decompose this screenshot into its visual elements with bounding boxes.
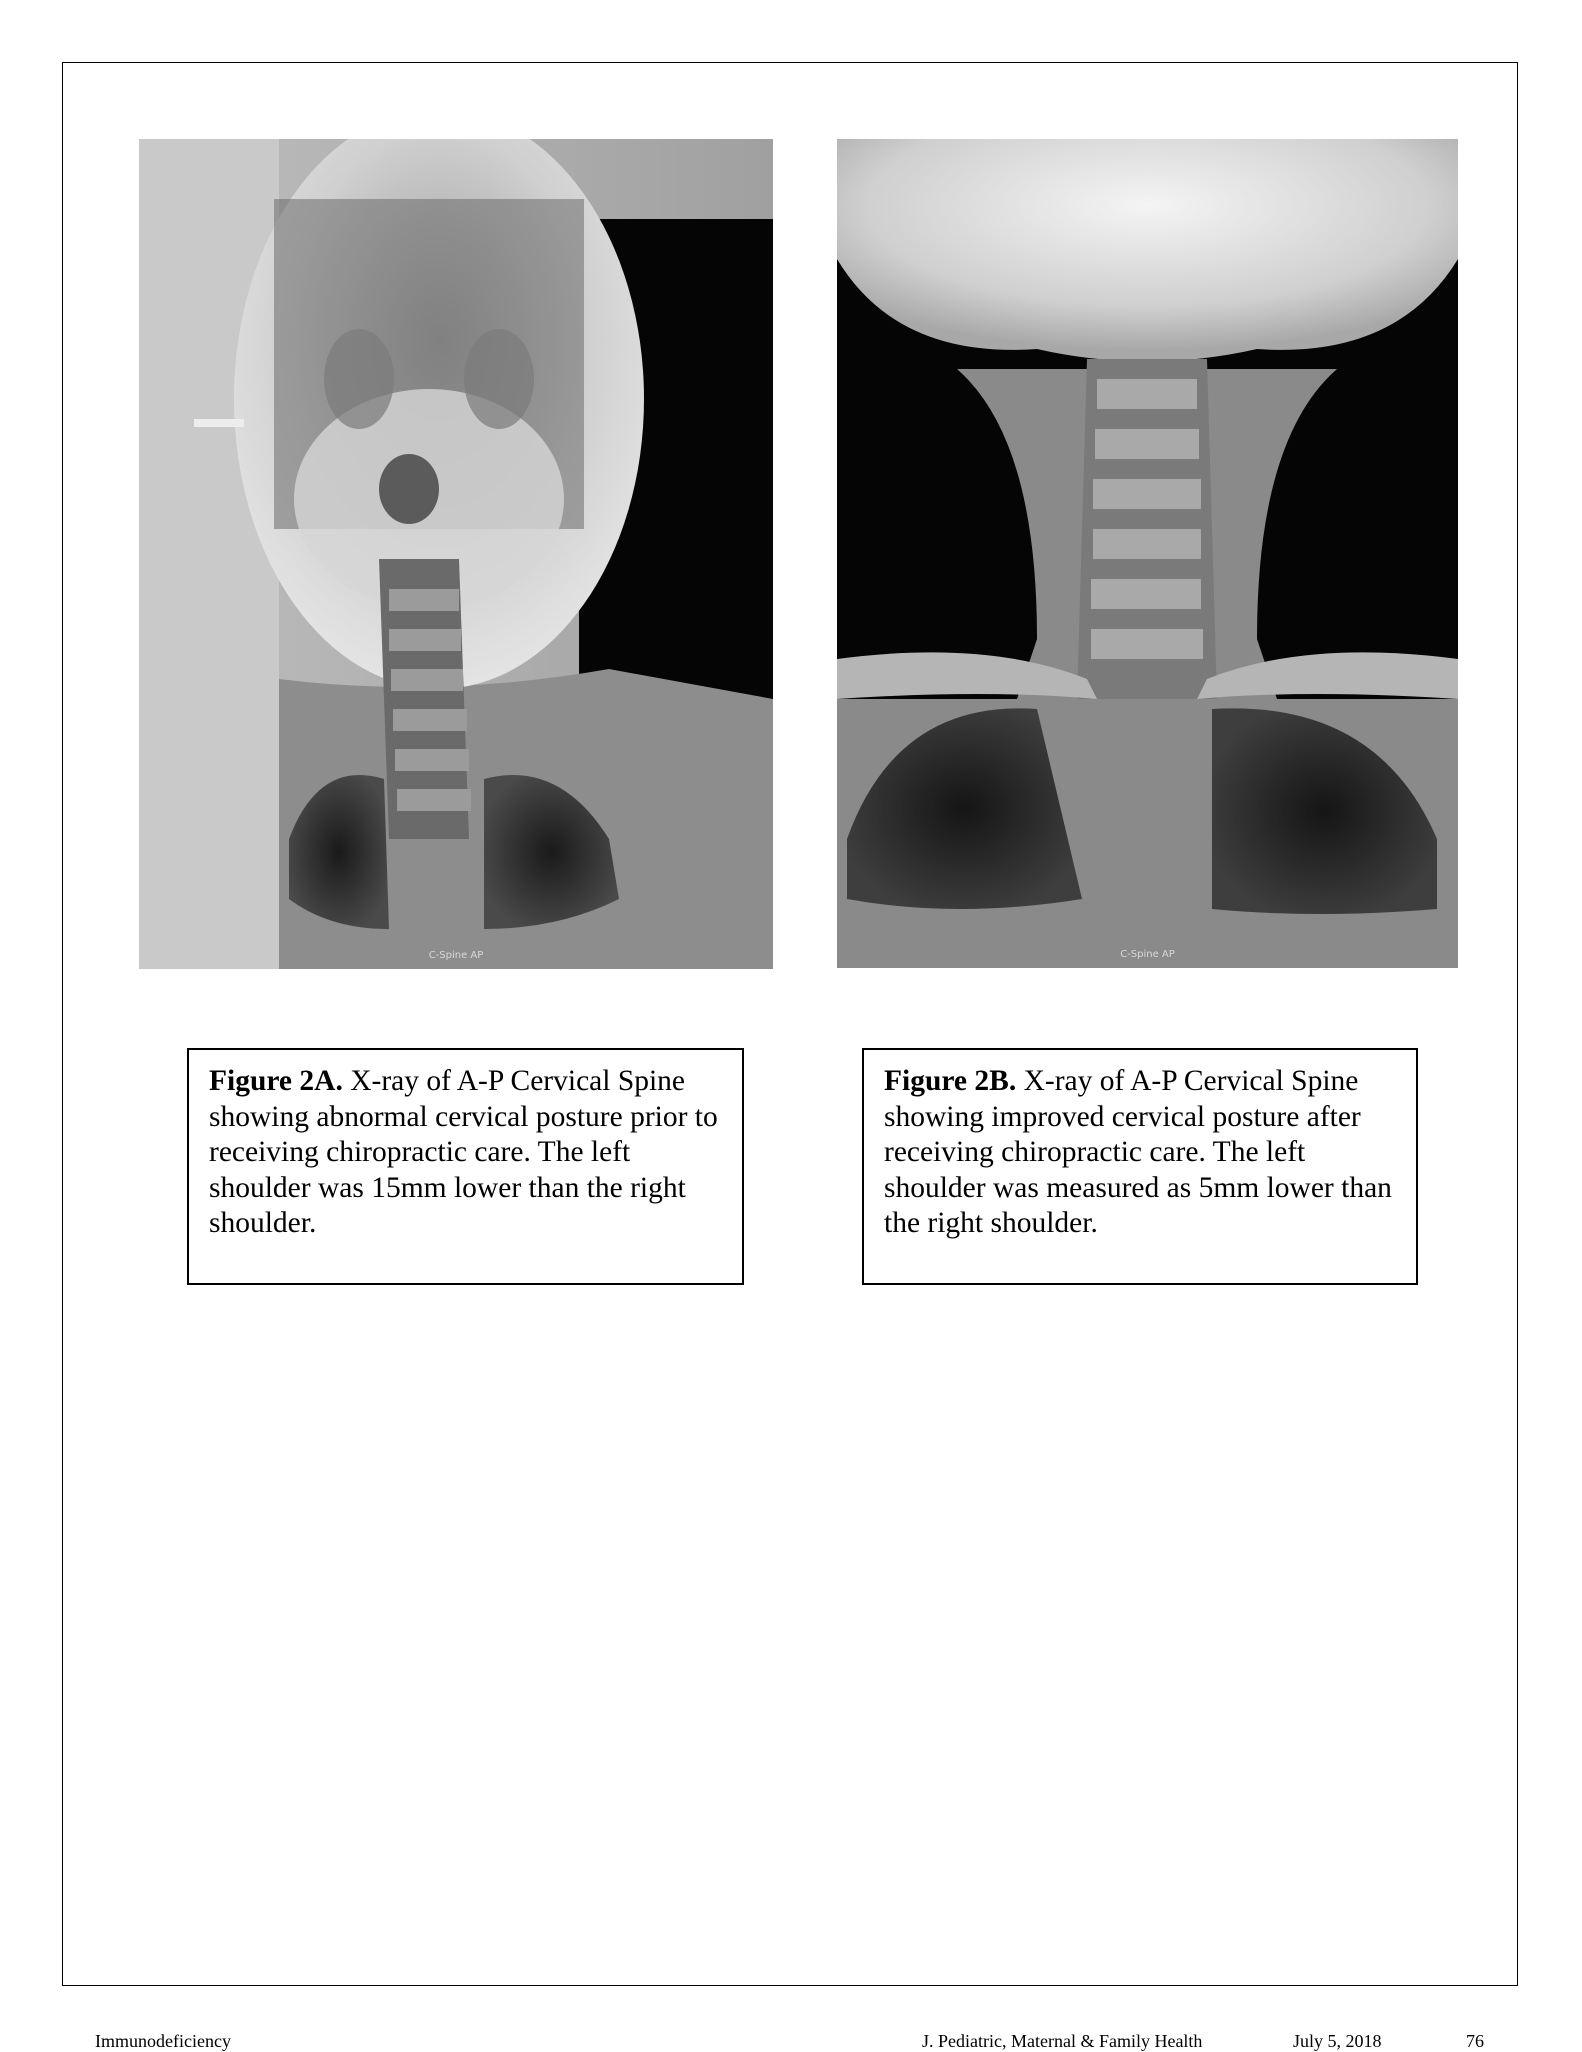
caption-title-a: Figure 2A. (209, 1065, 343, 1097)
caption-text-a: X-ray of A-P Cervical Spine showing abnormal cervical posture prior to receiving chiropractic care. The left shoulder was 15mm lower than the right shoulder. (209, 1065, 718, 1239)
figure-caption-b (862, 1048, 1418, 1285)
footer-page-number: 76 (1466, 2031, 1484, 2051)
footer-date: July 5, 2018 (1293, 2031, 1382, 2051)
xray-image-a (139, 139, 773, 969)
xray-label-a: C-Spine AP (428, 950, 484, 961)
caption-title-b: Figure 2B. (884, 1065, 1017, 1097)
figure-caption-a (187, 1048, 744, 1285)
caption-text-b: X-ray of A-P Cervical Spine showing improved cervical posture after receiving chiropractic care. The left shoulder was measured as 5mm lower than the right shoulder. (884, 1065, 1392, 1239)
xray-image-b (837, 139, 1458, 968)
page-footer (0, 2031, 1582, 2051)
footer-running-title: Immunodeficiency (95, 2031, 231, 2051)
footer-journal: J. Pediatric, Maternal & Family Health (922, 2031, 1203, 2051)
xray-label-b: C-Spine AP (1120, 949, 1175, 960)
